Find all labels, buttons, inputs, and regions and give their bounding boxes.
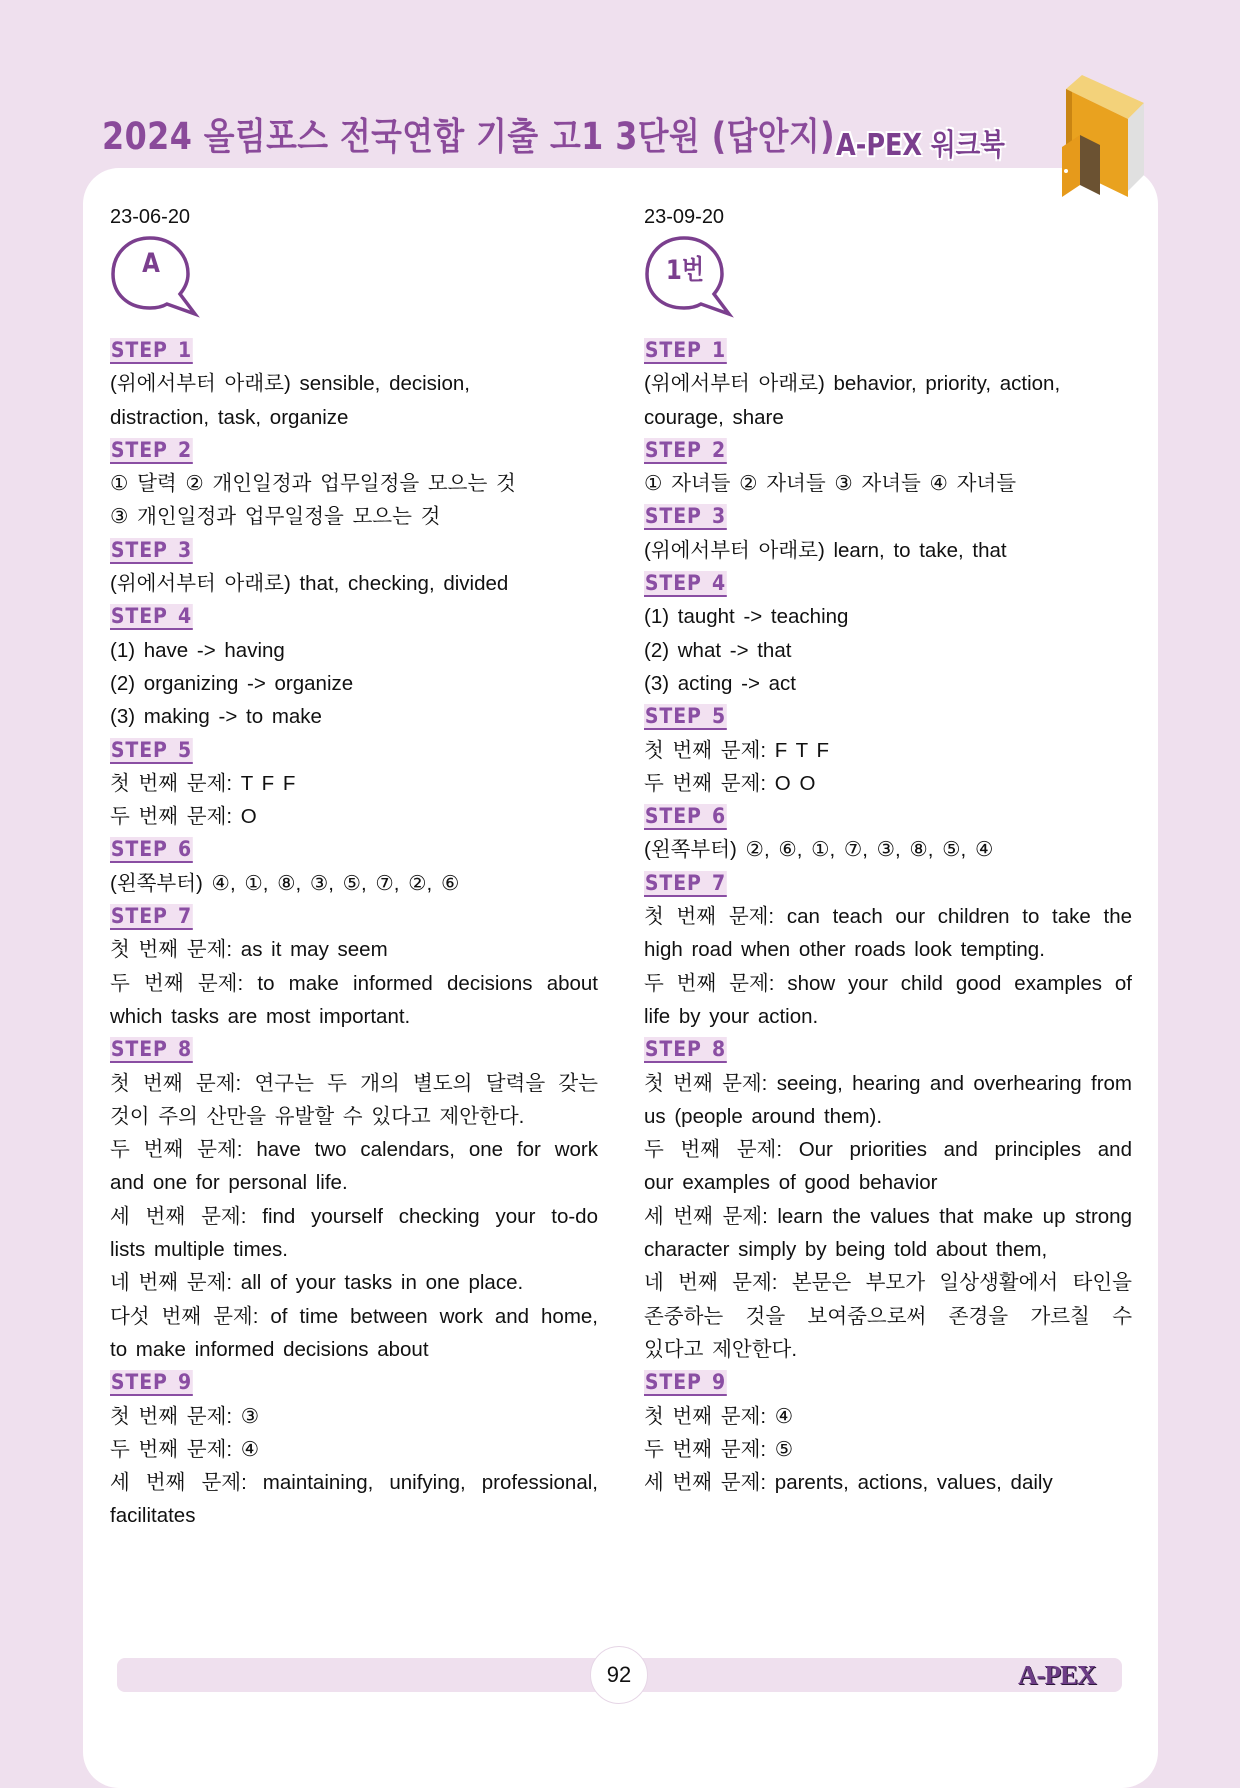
apex-logo: A-PEX — [1018, 1660, 1096, 1690]
step-heading: STEP 5 — [644, 704, 726, 729]
page-title: 2024 올림포스 전국연합 기출 고1 3단원 (답안지) — [102, 115, 836, 158]
exam-date: 23-09-20 — [644, 206, 725, 228]
answer-line: 첫 번째 문제: as it may seem — [110, 938, 388, 962]
step-heading-row — [644, 334, 1132, 367]
step-heading: STEP 5 — [110, 737, 192, 762]
answer-column-left — [110, 200, 598, 1533]
step-heading-row — [110, 900, 598, 933]
answer-line: 첫 번째 문제: F T F — [644, 738, 830, 762]
step-heading-row — [644, 867, 1132, 900]
answer-line: 첫 번째 문제: 연구는 두 개의 별도의 달력을 갖는 — [110, 1071, 598, 1095]
answer-line: (1) taught -> teaching — [644, 605, 849, 629]
answer-line: 두 번째 문제: O O — [644, 771, 816, 795]
badge-label: A — [142, 248, 160, 279]
step-heading-row — [644, 500, 1132, 533]
step-heading-row — [644, 567, 1132, 600]
step-heading-row — [110, 534, 598, 567]
answer-line: 다섯 번째 문제: of time between work and home, — [110, 1304, 598, 1328]
answer-lines — [644, 334, 1132, 1499]
answer-line: (2) organizing -> organize — [110, 671, 354, 695]
step-heading-row — [110, 833, 598, 866]
answer-line: 두 번째 문제: ④ — [110, 1437, 260, 1461]
step-heading-row — [644, 1033, 1132, 1066]
answer-line: 네 번째 문제: all of your tasks in one place. — [110, 1271, 524, 1295]
step-heading: STEP 7 — [644, 870, 726, 895]
answer-line: which tasks are most important. — [110, 1004, 411, 1028]
step-heading-row — [110, 434, 598, 467]
step-heading: STEP 8 — [644, 1037, 726, 1062]
answer-line: (위에서부터 아래로) behavior, priority, action, — [644, 372, 1061, 396]
step-heading: STEP 7 — [110, 904, 192, 929]
answer-line: to make informed decisions about — [110, 1337, 429, 1361]
step-heading-row — [110, 1366, 598, 1399]
step-heading: STEP 3 — [110, 537, 192, 562]
step-heading: STEP 6 — [110, 837, 192, 862]
step-heading: STEP 3 — [644, 504, 726, 529]
answer-line: distraction, task, organize — [110, 405, 349, 429]
speech-bubble-badge — [644, 234, 734, 320]
answer-line: ① 자녀들 ② 자녀들 ③ 자녀들 ④ 자녀들 — [644, 472, 1017, 496]
answer-line: 세 번째 문제: find yourself checking your to-do — [110, 1204, 598, 1228]
answer-line: 두 번째 문제: have two calendars, one for work — [110, 1138, 598, 1162]
answer-line: (위에서부터 아래로) learn, to take, that — [644, 538, 1007, 562]
answer-line: us (people around them). — [644, 1104, 883, 1128]
answer-line: courage, share — [644, 405, 784, 429]
answer-line: 네 번째 문제: 본문은 부모가 일상생활에서 타인을 — [644, 1271, 1132, 1295]
speech-bubble-badge — [110, 234, 200, 320]
answer-line: 첫 번째 문제: T F F — [110, 771, 296, 795]
step-heading: STEP 2 — [110, 437, 192, 462]
step-heading: STEP 1 — [644, 338, 726, 362]
answer-line: 두 번째 문제: Our priorities and principles and — [644, 1138, 1132, 1162]
step-heading-row — [110, 1033, 598, 1066]
book-icon — [1052, 75, 1152, 205]
answer-line: (3) making -> to make — [110, 705, 322, 729]
answer-line: 있다고 제안한다. — [644, 1337, 798, 1361]
answer-line: 세 번째 문제: maintaining, unifying, professional, — [110, 1471, 598, 1495]
page-number: 92 — [590, 1646, 648, 1704]
step-heading-row — [110, 734, 598, 767]
answer-lines — [110, 334, 598, 1533]
answer-line: lists multiple times. — [110, 1238, 289, 1262]
answer-line: 존중하는 것을 보여줌으로써 존경을 가르칠 수 — [644, 1304, 1132, 1328]
step-heading-row — [644, 434, 1132, 467]
step-heading: STEP 2 — [644, 437, 726, 462]
step-heading: STEP 9 — [110, 1370, 192, 1395]
answer-line: (1) have -> having — [110, 638, 285, 662]
step-heading-row — [644, 800, 1132, 833]
step-heading-row — [644, 700, 1132, 733]
answer-line: 세 번째 문제: learn the values that make up strong — [644, 1204, 1132, 1228]
answer-column-right — [644, 200, 1132, 1499]
answer-line: ① 달력 ② 개인일정과 업무일정을 모으는 것 — [110, 472, 516, 496]
exam-date: 23-06-20 — [110, 206, 191, 228]
answer-line: (위에서부터 아래로) sensible, decision, — [110, 372, 470, 396]
answer-line: 두 번째 문제: O — [110, 805, 257, 829]
answer-line: character simply by being told about them, — [644, 1238, 1048, 1262]
answer-line: high road when other roads look tempting. — [644, 938, 1045, 962]
answer-line: 두 번째 문제: to make informed decisions about — [110, 971, 598, 995]
answer-line: 두 번째 문제: ⑤ — [644, 1437, 794, 1461]
step-heading: STEP 9 — [644, 1370, 726, 1395]
answer-line: 두 번째 문제: show your child good examples of — [644, 971, 1132, 995]
step-heading-row — [110, 600, 598, 633]
step-heading: STEP 4 — [644, 571, 726, 596]
answer-line: 첫 번째 문제: can teach our children to take the — [644, 905, 1132, 929]
step-heading: STEP 8 — [110, 1037, 192, 1062]
answer-line: 것이 주의 산만을 유발할 수 있다고 제안한다. — [110, 1104, 525, 1128]
answer-line: (위에서부터 아래로) that, checking, divided — [110, 572, 509, 596]
answer-line: 첫 번째 문제: ③ — [110, 1404, 260, 1428]
answer-line: 세 번째 문제: parents, actions, values, daily — [644, 1471, 1053, 1495]
step-heading: STEP 6 — [644, 804, 726, 829]
answer-line: our examples of good behavior — [644, 1171, 938, 1195]
answer-line: 첫 번째 문제: ④ — [644, 1404, 794, 1428]
answer-line: 첫 번째 문제: seeing, hearing and overhearing from — [644, 1071, 1132, 1095]
answer-line: ③ 개인일정과 업무일정을 모으는 것 — [110, 505, 441, 529]
answer-line: facilitates — [110, 1504, 196, 1528]
step-heading: STEP 1 — [110, 338, 192, 362]
workbook-label: A-PEX 워크북 — [836, 128, 1005, 163]
answer-line: (왼쪽부터) ②, ⑥, ①, ⑦, ③, ⑧, ⑤, ④ — [644, 838, 994, 862]
answer-line: (3) acting -> act — [644, 671, 796, 695]
answer-line: and one for personal life. — [110, 1171, 348, 1195]
badge-label: 1번 — [665, 255, 705, 286]
answer-line: life by your action. — [644, 1004, 819, 1028]
answer-line: (왼쪽부터) ④, ①, ⑧, ③, ⑤, ⑦, ②, ⑥ — [110, 871, 460, 895]
step-heading-row — [110, 334, 598, 367]
answer-line: (2) what -> that — [644, 638, 792, 662]
step-heading-row — [644, 1366, 1132, 1399]
step-heading: STEP 4 — [110, 604, 192, 629]
